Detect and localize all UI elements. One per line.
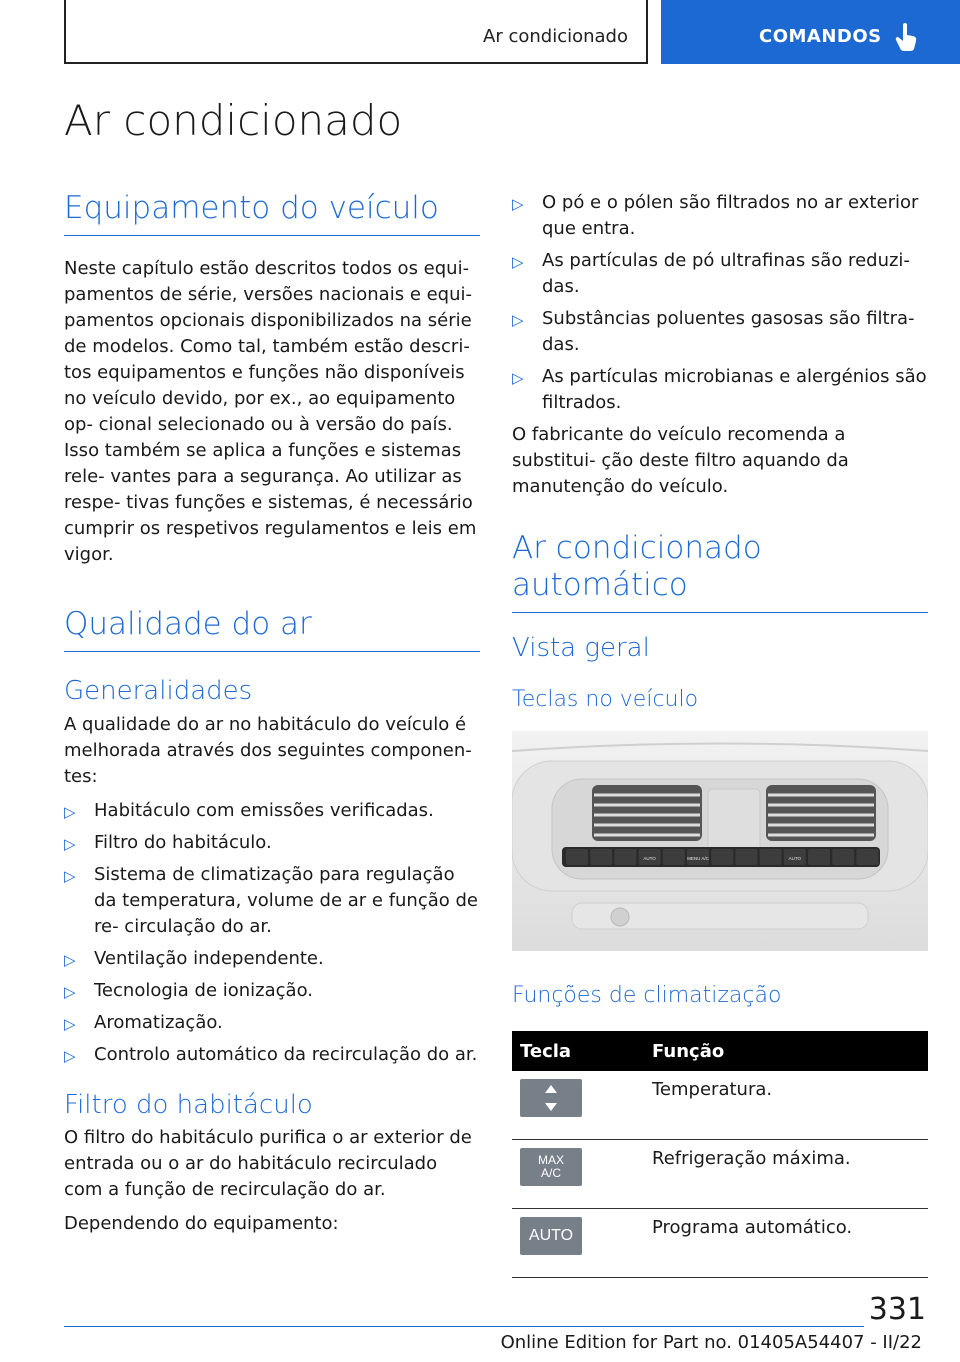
bullet-triangle-icon: ▷ — [64, 950, 76, 969]
panel-button — [590, 849, 612, 865]
header-tab-label: COMANDOS — [759, 26, 882, 47]
general-heading: Generalidades — [64, 676, 253, 707]
ac-panel-photo — [512, 731, 928, 951]
page-title: Ar condicionado — [64, 96, 403, 145]
depending-text: Dependendo do equipamento: — [64, 1212, 339, 1234]
panel-button-label: AUTO — [788, 855, 802, 861]
panel-button — [832, 849, 854, 865]
vehicle-equipment-heading: Equipamento do veículo — [64, 190, 480, 236]
bullet-triangle-icon: ▷ — [64, 1014, 76, 1033]
max-ac-key-icon — [520, 1148, 582, 1186]
table-row — [512, 1071, 928, 1140]
right-column — [512, 190, 928, 1278]
header-chapter-tab[interactable] — [661, 0, 960, 64]
list-item: ▷ Aromatização. — [64, 1010, 480, 1036]
left-column — [64, 190, 480, 1237]
list-item: ▷ As partículas microbianas e alergénios são filtrados. — [512, 366, 927, 413]
panel-button — [808, 849, 830, 865]
temperature-arrows-icon — [520, 1079, 582, 1117]
panel-button — [614, 849, 636, 865]
footer-divider — [64, 1326, 864, 1327]
overview-heading: Vista geral — [512, 633, 650, 664]
bullet-triangle-icon: ▷ — [64, 1046, 76, 1065]
list-item: ▷ Controlo automático da recirculação do ar. — [64, 1042, 480, 1068]
bullet-triangle-icon: ▷ — [512, 253, 524, 271]
auto-key-icon — [520, 1217, 582, 1255]
auto-key-text: AUTO — [528, 1227, 574, 1245]
bullet-triangle-icon: ▷ — [512, 311, 524, 329]
list-item: ▷ Ventilação independente. — [64, 946, 480, 972]
panel-button — [711, 849, 733, 865]
cabin-filter-text: O filtro do habitáculo purifica o ar exterior de entrada ou o ar do habitáculo recirculado com a função de recirculação do ar. — [64, 1126, 472, 1200]
list-item: ▷ Habitáculo com emissões verificadas. — [64, 798, 480, 824]
functions-heading: Funções de climatização — [512, 982, 782, 1008]
panel-button — [856, 849, 878, 865]
page-number: 331 — [868, 1292, 926, 1327]
general-text: A qualidade do ar no habitáculo do veículo é melhorada através dos seguintes componen- tes: — [64, 713, 472, 787]
header-section-label: Ar condicionado — [483, 26, 628, 47]
pointing-hand-icon — [894, 22, 920, 52]
air-quality-heading: Qualidade do ar — [64, 606, 480, 652]
table-header-row — [512, 1031, 928, 1071]
function-max-cooling: Refrigeração máxima. — [644, 1140, 928, 1209]
bullet-triangle-icon: ▷ — [64, 866, 76, 885]
bullet-triangle-icon: ▷ — [64, 982, 76, 1001]
list-item: ▷ O pó e o pólen são filtrados no ar exterior que entra. — [512, 192, 919, 239]
filter-items-list — [512, 190, 928, 416]
list-item: ▷ Tecnologia de ionização. — [64, 978, 480, 1004]
panel-button — [663, 849, 685, 865]
functions-table — [512, 1031, 928, 1278]
manufacturer-recommendation: O fabricante do veículo recomenda a substitui- ção deste filtro aquando da manutenção do veículo. — [512, 424, 849, 497]
panel-button — [735, 849, 757, 865]
edition-note: Online Edition for Part no. 01405A54407 - II/22 — [500, 1332, 922, 1353]
cabin-filter-heading: Filtro do habitáculo — [64, 1089, 313, 1120]
max-ac-key-text: MAX A/C — [537, 1153, 564, 1181]
components-list — [64, 798, 480, 1068]
list-item: ▷ As partículas de pó ultrafinas são reduzi- das. — [512, 250, 910, 297]
bullet-triangle-icon: ▷ — [512, 369, 524, 387]
left-air-vent — [592, 785, 702, 841]
table-header-function: Função — [644, 1031, 928, 1071]
table-row — [512, 1209, 928, 1278]
panel-button-label: MENU A/C — [687, 855, 709, 861]
bullet-triangle-icon: ▷ — [512, 195, 524, 213]
auto-ac-heading: Ar condicionado automático — [512, 530, 928, 613]
list-item: ▷ Substâncias poluentes gasosas são filtra- das. — [512, 308, 915, 355]
bullet-triangle-icon: ▷ — [64, 834, 76, 853]
bullet-triangle-icon: ▷ — [64, 802, 76, 821]
function-temperature: Temperatura. — [644, 1071, 928, 1140]
table-header-key: Tecla — [512, 1031, 644, 1071]
panel-button-label: AUTO — [643, 855, 656, 861]
header-section-box — [64, 0, 648, 64]
right-air-vent — [766, 785, 876, 841]
ac-panel-illustration — [512, 731, 928, 951]
panel-button — [566, 849, 588, 865]
table-row — [512, 1140, 928, 1209]
panel-button — [760, 849, 782, 865]
list-item: ▷ Sistema de climatização para regulação da temperatura, volume de ar e função de re- circulação do ar. — [64, 863, 479, 937]
keys-heading: Teclas no veículo — [512, 686, 699, 712]
list-item: ▷ Filtro do habitáculo. — [64, 830, 480, 856]
function-automatic-program: Programa automático. — [644, 1209, 928, 1278]
vehicle-equipment-text: Neste capítulo estão descritos todos os equi- pamentos de série, versões nacionais e equi- pamentos opcionais disponibilizados na série de modelos. Como tal, também estão descri- tos equipamentos e funções não disponíveis no veículo devido, por ex., ao equipamento op- cional selecionado ou à versão do país. Isso também se aplica a funções e sistemas rele- vantes para a segurança. Ao utilizar as respe- tivas funções e sistemas, é necessário cumprir os respetivos regulamentos e leis em vigor. — [64, 258, 477, 566]
